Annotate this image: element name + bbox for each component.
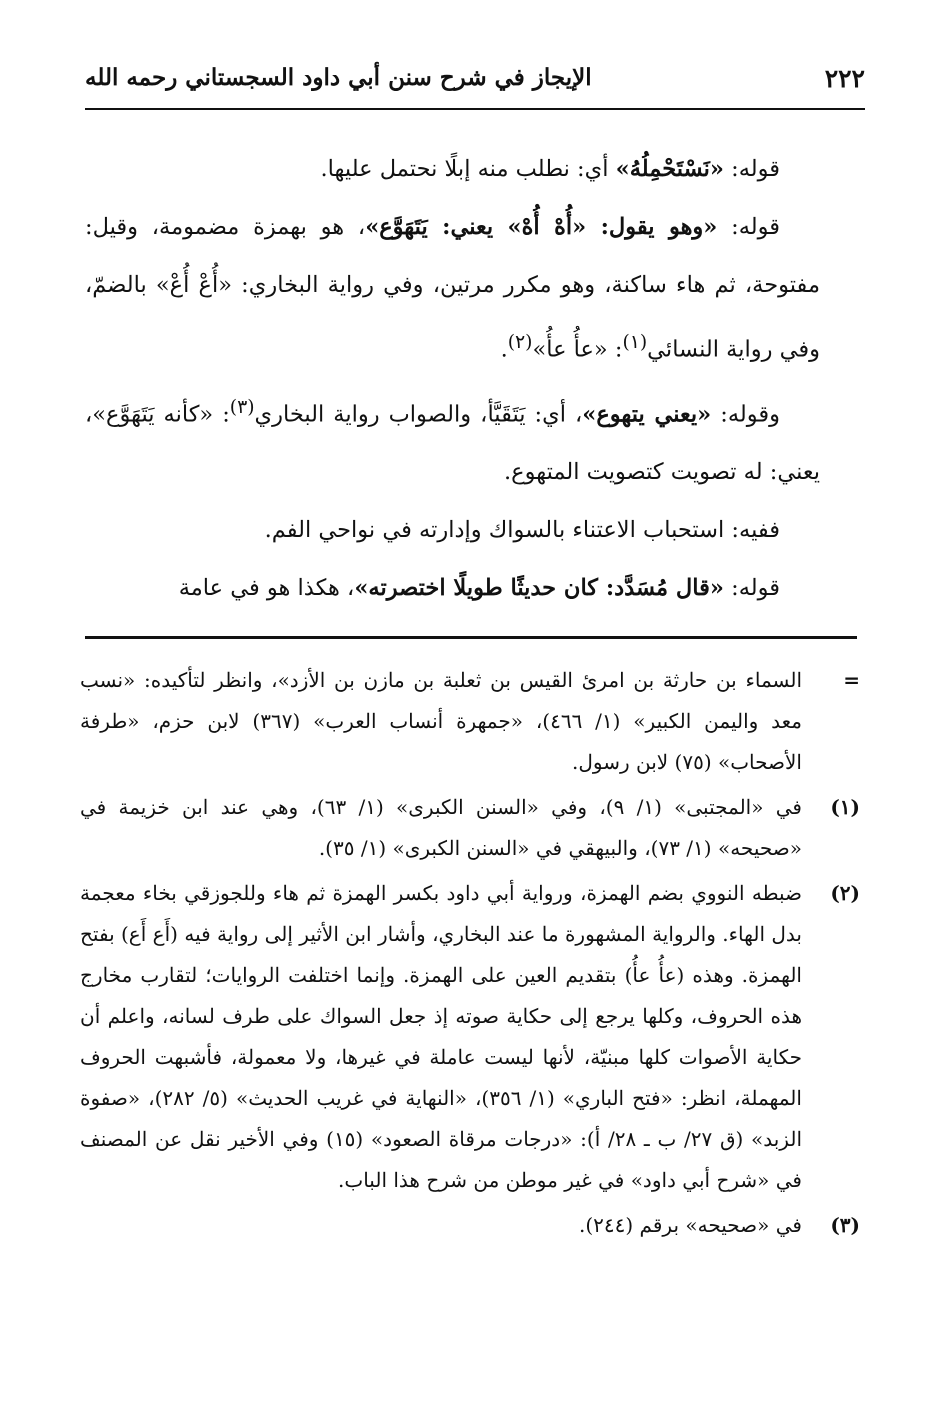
footnote-marker: = (843, 668, 860, 692)
page-number: ٢٢٢ (824, 64, 865, 93)
footnote-ref[interactable]: (٣) (229, 396, 255, 418)
footnote-1 (80, 787, 860, 869)
para-lead: قوله: (717, 214, 780, 240)
footnote-ref[interactable]: (٢) (507, 332, 533, 353)
quoted-phrase: «وهو يقول: «أُهْ أُهْ» يعني: يَتَهَوَّع» (365, 214, 718, 240)
footnote-3 (80, 1205, 860, 1246)
footnote-text: في «صحيحه» برقم (٢٤٤). (578, 1213, 802, 1237)
quoted-phrase: «يعني يتهوع» (582, 401, 712, 427)
footnote-2 (80, 873, 860, 1201)
para-text: ، أي: يَتَقَيَّأ، والصواب رواية البخاري (254, 401, 583, 427)
para-lead: قوله: (723, 575, 780, 601)
para-text: ، هو بهمزة مضمومة، وقيل: مفتوحة، ثم هاء ساكنة، وهو مكرر مرتين، وفي رواية البخاري: «أُعْ أُعْ» بالضمّ، وفي رواية النسائي (85, 214, 820, 363)
header-divider (85, 108, 865, 110)
footnote-text: ضبطه النووي بضم الهمزة، ورواية أبي داود بكسر الهمزة ثم هاء وللجوزقي بخاء معجمة بدل الهاء. والرواية المشهورة ما عند البخاري، وأشار ابن الأثير إلى رواية فيه (أَع أَع) بفتح الهمزة. وهذه (عأُ عأُ) بتقديم العين على الهمزة. وإنما اختلفت الروايات؛ لتقارب مخارج هذه الحروف، وكلها يرجع إلى حكاية صوته إذ جعل السواك على طرف لسانه، واعلم أن حكاية الأصوات كلها مبنيّة، لأنها ليست عاملة في غيرها، ولا معمولة، فأشبهت الحروف المهملة، انظر: «فتح الباري» (١/ ٣٥٦)، «النهاية في غريب الحديث» (٥/ ٢٨٢)، «صفوة الزبد» (ق ٢٧/ ب ـ ٢٨/ أ): «درجات مرقاة الصعود» (١٥) وفي الأخير نقل عن المصنف في «شرح أبي داود» في غير موطن من شرح هذا الباب. (80, 881, 802, 1192)
paragraph-2 (85, 198, 820, 379)
page-header (85, 60, 865, 100)
footnote-text: السماء بن حارثة بن امرئ القيس بن ثعلبة بن مازن بن الأزد»، وانظر لتأكيده: «نسب معد واليمن الكبير» (١/ ٤٦٦)، «جمهرة أنساب العرب» (٣٦٧) لابن حزم، «طرفة الأصحاب» (٧٥) لابن رسول. (80, 668, 803, 774)
running-title: الإيجاز في شرح سنن أبي داود السجستاني رحمه الله (85, 64, 592, 91)
footnote-ref[interactable]: (١) (622, 332, 648, 353)
main-text (85, 140, 820, 617)
para-lead: وقوله: (711, 401, 780, 427)
paragraph-3 (85, 379, 820, 502)
para-lead: قوله: (723, 156, 780, 182)
footnotes (80, 660, 860, 1250)
paragraph-5 (85, 559, 820, 617)
footnote-marker: (٣) (830, 1213, 860, 1237)
footnote-continued (80, 660, 860, 783)
paragraph-4: ففيه: استحباب الاعتناء بالسواك وإدارته في نواحي الفم. (264, 517, 780, 543)
para-text: ، هكذا هو في عامة (178, 575, 355, 601)
footnote-text: في «المجتبى» (١/ ٩)، وفي «السنن الكبرى» (١/ ٦٣)، وهي عند ابن خزيمة في «صحيحه» (١/ ٧٣)، والبيهقي في «السنن الكبرى» (١/ ٣٥). (80, 795, 802, 860)
quoted-phrase: «قال مُسَدَّد: كان حديثًا طويلًا اختصرته» (354, 575, 724, 601)
para-text: أي: نطلب منه إبلًا نحتمل عليها. (320, 156, 616, 182)
paragraph-1 (85, 140, 820, 198)
para-text: : «عأُ عأُ» (532, 336, 623, 363)
para-text: . (500, 336, 508, 363)
footnote-marker: (١) (830, 795, 860, 819)
footnote-marker: (٢) (830, 881, 860, 905)
footnote-divider (85, 636, 857, 639)
para-text: : «كأنه يَتَهَوَّع»، يعني: له تصويت كتصويت المتهوع. (85, 401, 820, 485)
quoted-phrase: «نَسْتَحْمِلُهُ» (615, 156, 724, 182)
